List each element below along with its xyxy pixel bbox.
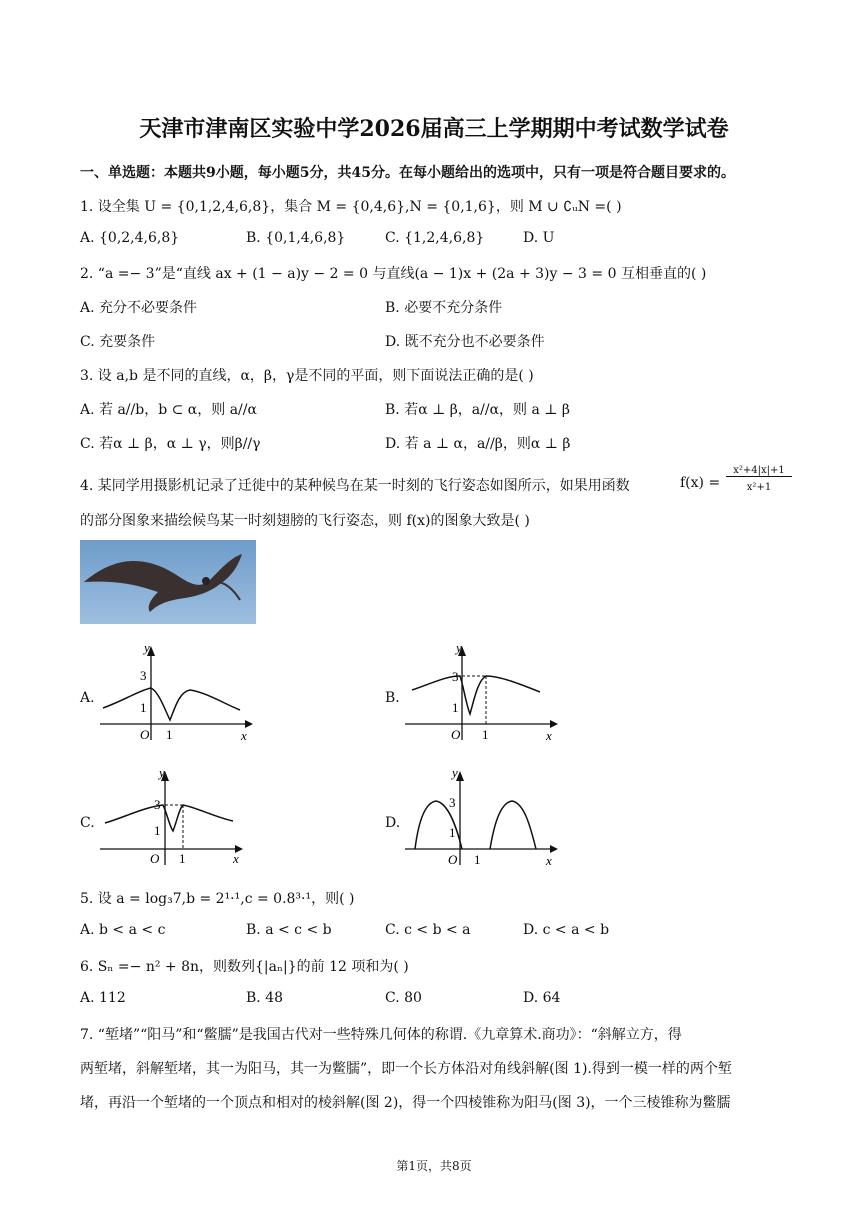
question-3: 3. 设 a,b 是不同的直线，α，β，γ是不同的平面，则下面说法正确的是( ): [80, 368, 534, 384]
q4-denominator: x²+1: [746, 482, 772, 493]
q5-option-a[interactable]: A. b < a < c: [80, 922, 166, 938]
q5-option-d[interactable]: D. c < a < b: [523, 922, 610, 938]
graph-b-tick-y3: 3: [452, 669, 459, 684]
graph-a-tick-y3: 3: [140, 668, 147, 683]
graph-b[interactable]: [400, 640, 560, 745]
graph-c-origin: O: [150, 851, 160, 866]
q4-option-b-label[interactable]: B.: [385, 690, 400, 706]
q6-option-c[interactable]: C. 80: [385, 990, 422, 1006]
graph-a-tick-y1: 1: [140, 700, 147, 715]
q4-option-a-label[interactable]: A.: [80, 690, 95, 706]
question-4-line2: 的部分图象来描绘候鸟某一时刻翅膀的飞行姿态，则 f(x)的图象大致是( ): [80, 513, 530, 529]
graph-a-x-label: x: [241, 728, 247, 743]
question-4-line1: 4. 某同学用摄影机记录了迁徙中的某种候鸟在某一时刻的飞行姿态如图所示，如果用函数: [80, 478, 630, 494]
q1-option-a[interactable]: A. {0,2,4,6,8}: [80, 230, 180, 246]
graph-d-tick-y1: 1: [449, 825, 456, 840]
question-7-line3: 堵，再沿一个堑堵的一个顶点和相对的棱斜解(图 2)，得一个四棱锥称为阳马(图 3)，一个三棱锥称为鳖臑: [80, 1095, 731, 1111]
graph-a[interactable]: [95, 640, 255, 745]
page-footer: 第1页，共8页: [396, 1159, 472, 1173]
q3-option-d[interactable]: D. 若 a ⊥ α，a//β，则α ⊥ β: [385, 436, 571, 452]
q2-option-b[interactable]: B. 必要不充分条件: [385, 300, 503, 316]
q6-option-a[interactable]: A. 112: [80, 990, 126, 1006]
graph-c-tick-y1: 1: [154, 823, 161, 838]
graph-b-tick-y1: 1: [452, 700, 459, 715]
graph-a-origin: O: [140, 727, 150, 742]
graph-c-tick-x1: 1: [179, 851, 186, 866]
q2-option-a[interactable]: A. 充分不必要条件: [80, 300, 198, 316]
q4-option-c-label[interactable]: C.: [80, 815, 95, 831]
q5-option-b[interactable]: B. a < c < b: [246, 922, 332, 938]
q4-option-d-label[interactable]: D.: [385, 815, 401, 831]
graph-d-tick-y3: 3: [449, 795, 456, 810]
bird-photo: [80, 540, 256, 624]
q3-option-a[interactable]: A. 若 a//b，b ⊂ α，则 a//α: [80, 402, 257, 418]
q2-option-c[interactable]: C. 充要条件: [80, 334, 156, 350]
q5-option-c[interactable]: C. c < b < a: [385, 922, 471, 938]
q1-option-c[interactable]: C. {1,2,4,6,8}: [385, 230, 485, 246]
q4-function: f(x) =: [680, 475, 721, 491]
q1-option-b[interactable]: B. {0,1,4,6,8}: [246, 230, 346, 246]
graph-b-x-label: x: [546, 728, 552, 743]
graph-a-tick-x1: 1: [166, 727, 173, 742]
section-heading: 一、单选题：本题共9小题，每小题5分，共45分。在每小题给出的选项中，只有一项是符合题目要求的。: [80, 165, 735, 181]
graph-d-x-label: x: [546, 853, 552, 868]
question-1: 1. 设全集 U = {0,1,2,4,6,8}，集合 M = {0,4,6},N = {0,1,6}，则 M ∪ ∁ᵤN =( ): [80, 199, 622, 215]
question-5: 5. 设 a = log₃7,b = 2¹·¹,c = 0.8³·¹，则( ): [80, 891, 355, 907]
graph-c-x-label: x: [233, 851, 239, 866]
q6-option-b[interactable]: B. 48: [246, 990, 284, 1006]
graph-b-tick-x1: 1: [482, 727, 489, 742]
q6-option-d[interactable]: D. 64: [523, 990, 561, 1006]
graph-c-tick-y3: 3: [154, 797, 161, 812]
graph-d[interactable]: [400, 765, 560, 870]
question-7-line2: 两堑堵，斜解堑堵，其一为阳马，其一为鳖臑”，即一个长方体沿对角线斜解(图 1).得到一模一样的两个堑: [80, 1061, 732, 1077]
question-2: 2. “a =− 3”是“直线 ax + (1 − a)y − 2 = 0 与直线(a − 1)x + (2a + 3)y − 3 = 0 互相垂直的( ): [80, 266, 707, 282]
graph-a-y-label: y: [144, 640, 150, 655]
graph-b-origin: O: [451, 727, 461, 742]
graph-d-origin: O: [448, 852, 458, 867]
page-title: 天津市津南区实验中学2026届高三上学期期中考试数学试卷: [139, 116, 729, 142]
graph-c[interactable]: [95, 765, 255, 870]
graph-d-y-label: y: [452, 765, 458, 780]
question-6: 6. Sₙ =− n² + 8n，则数列{|aₙ|}的前 12 项和为( ): [80, 959, 409, 975]
graph-c-y-label: y: [159, 765, 165, 780]
q2-option-d[interactable]: D. 既不充分也不必要条件: [385, 334, 545, 350]
q3-option-b[interactable]: B. 若α ⊥ β，a//α，则 a ⊥ β: [385, 402, 570, 418]
question-7-line1: 7. “堑堵”“阳马”和“鳖臑”是我国古代对一些特殊几何体的称谓.《九章算术.商功》：“斜解立方，得: [80, 1027, 682, 1043]
q3-option-c[interactable]: C. 若α ⊥ β，α ⊥ γ，则β//γ: [80, 436, 261, 452]
graph-b-y-label: y: [456, 640, 462, 655]
q1-option-d[interactable]: D. U: [523, 230, 555, 246]
graph-d-tick-x1: 1: [474, 852, 481, 867]
q4-numerator: x²+4|x|+1: [726, 465, 792, 477]
